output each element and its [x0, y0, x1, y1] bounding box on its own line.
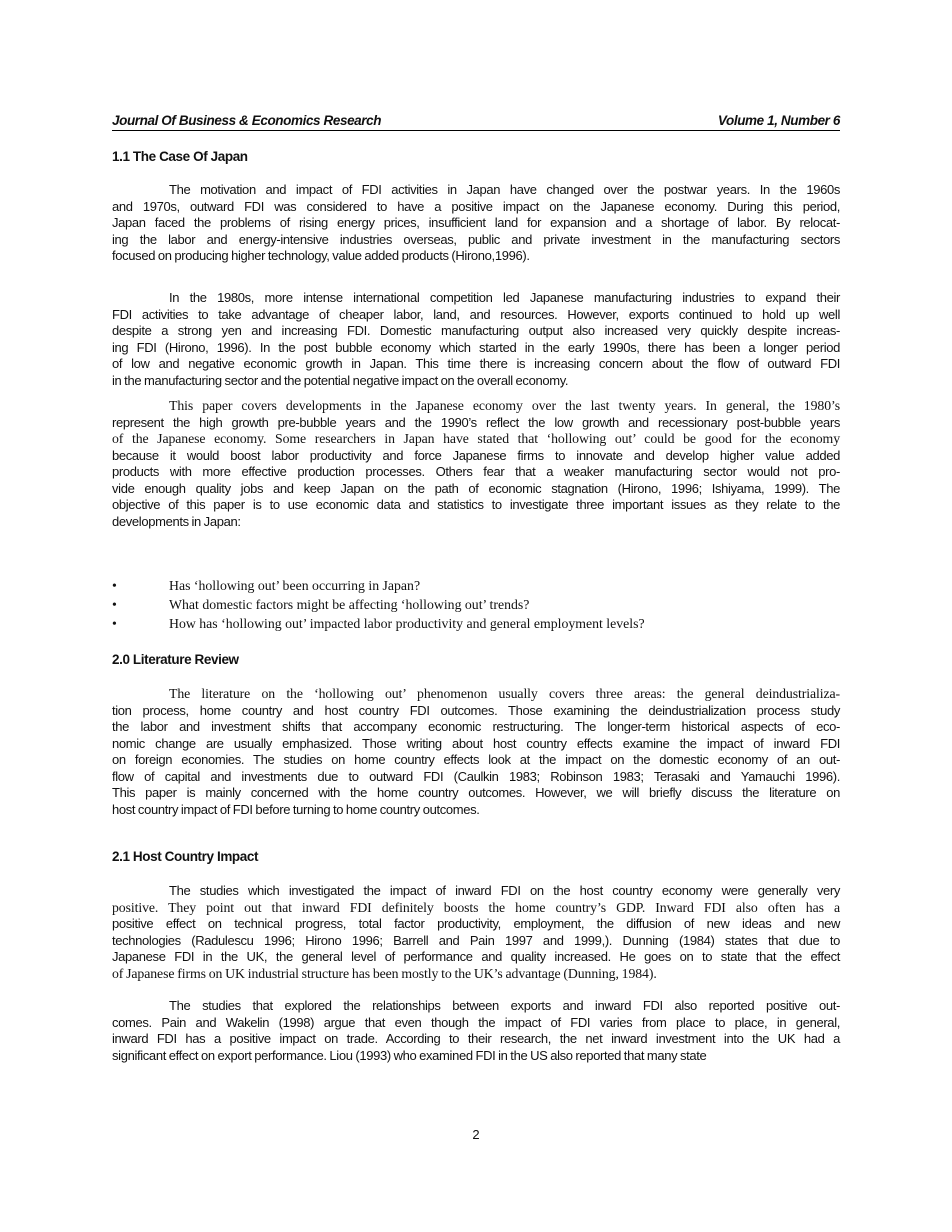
paragraph: [112, 883, 840, 982]
paragraph: [112, 290, 840, 389]
text-line: of the Japanese economy. Some researchers in Japan have stated that ‘hollowing out’ could be good for the economy: [112, 431, 840, 446]
page-number: 2: [472, 1127, 480, 1142]
text-line: represent the high growth pre-bubble years and the 1990’s reflect the low growth and recessionary post-bubble years: [112, 414, 840, 430]
text-line: ing FDI (Hirono, 1996). In the post bubble economy which started in the early 1990s, there has been a longer period: [112, 339, 840, 355]
text-line: positive. They point out that inward FDI definitely boosts the home country’s GDP. Inward FDI also often has a: [112, 899, 840, 915]
text-line: focused on producing higher technology, value added products (Hirono,1996).: [112, 248, 530, 263]
text-line: technologies (Radulescu 1996; Hirono 1996; Barrell and Pain 1997 and 1999,). Dunning (1984) states that due to: [112, 932, 840, 948]
bullet-icon: •: [112, 578, 117, 593]
text-line: and 1970s, outward FDI was considered to have a positive impact on the Japanese economy. During this period,: [112, 198, 840, 214]
text-line: Japanese FDI in the UK, the general level of performance and quality increased. He goes on to state that the effect: [112, 949, 840, 964]
text-line: ing the labor and energy-intensive industries overseas, public and private investment in the manufacturing sectors: [112, 231, 840, 247]
journal-title: Journal Of Business & Economics Research: [112, 113, 382, 128]
text-line: objective of this paper is to use economic data and statistics to investigate three important issues as they relate to the: [112, 497, 840, 512]
text-line: tion process, home country and host country FDI outcomes. Those examining the deindustrialization process study: [112, 702, 840, 718]
text-line: products with more effective production processes. Others fear that a weaker manufacturing sector would not pro-: [112, 464, 840, 479]
text-line: of Japanese firms on UK industrial structure has been mostly to the UK’s advantage (Dunning, 1984).: [112, 965, 657, 981]
text-line: vide enough quality jobs and keep Japan on the path of economic stagnation (Hirono, 1996; Ishiyama, 1999). The: [112, 480, 840, 496]
section-heading-1-1: 1.1 The Case Of Japan: [112, 149, 248, 164]
section-heading-2-1: 2.1 Host Country Impact: [112, 849, 259, 864]
text-line: This paper covers developments in the Japanese economy over the last twenty years. In general, the 1980’s: [169, 398, 840, 413]
text-line: developments in Japan:: [112, 513, 241, 529]
text-line: Japan faced the problems of rising energy prices, insufficient land for expansion and a shortage of labor. By relocat-: [112, 215, 840, 230]
text-line: FDI activities to take advantage of cheaper labor, land, and resources. However, exports continued to hold up well: [112, 306, 840, 322]
text-line: positive effect on technical progress, total factor productivity, employment, the diffusion of new ideas and new: [112, 916, 840, 931]
volume-number: Volume 1, Number 6: [717, 113, 840, 128]
running-header: [112, 113, 840, 131]
text-line: despite a strong yen and increasing FDI. Domestic manufacturing output also increased very quickly despite increas-: [112, 323, 840, 338]
text-line: comes. Pain and Wakelin (1998) argue that even though the impact of FDI varies from place to place, in general,: [112, 1014, 840, 1030]
text-line: The studies which investigated the impact of inward FDI on the host country economy were generally very: [169, 883, 840, 898]
text-line: In the 1980s, more intense international competition led Japanese manufacturing industries to expand their: [169, 290, 840, 305]
paragraph: [112, 398, 840, 530]
text-line: host country impact of FDI before turning to home country outcomes.: [112, 801, 480, 817]
text-line: the labor and investment shifts that accompany economic restructuring. The longer-term historical aspects of eco-: [112, 719, 840, 734]
text-line: The literature on the ‘hollowing out’ phenomenon usually covers three areas: the general deindustrializa-: [169, 686, 840, 701]
text-line: inward FDI has a positive impact on trade. According to their research, the net inward investment into the UK had a: [112, 1031, 840, 1046]
paragraph: [112, 998, 840, 1064]
text-line: of low and negative economic growth in Japan. This time there is increasing concern about the flow of outward FDI: [112, 356, 840, 371]
text-line: significant effect on export performance. Liou (1993) who examined FDI in the US also reported that many state: [112, 1047, 707, 1063]
text-line: on foreign economies. The studies on home country effects look at the impact on the domestic economy of an out-: [112, 752, 840, 767]
text-line: nomic change are usually emphasized. Those writing about host country effects examine the impact of inward FDI: [112, 735, 840, 751]
paragraph: [112, 182, 840, 265]
text-line: in the manufacturing sector and the potential negative impact on the overall economy.: [112, 372, 569, 388]
bullet-icon: •: [112, 616, 117, 631]
paragraph: [112, 686, 840, 818]
text-line: This paper is mainly concerned with the home country outcomes. However, we will briefly discuss the literature on: [112, 785, 840, 800]
text-line: because it would boost labor productivity and force Japanese firms to innovate and develop higher value added: [112, 447, 840, 463]
text-line: The studies that explored the relationships between exports and inward FDI also reported positive out-: [169, 998, 840, 1013]
section-heading-2-0: 2.0 Literature Review: [112, 652, 239, 667]
text-line: flow of capital and investments due to outward FDI (Caulkin 1983; Robinson 1983; Terasaki and Yamauchi 1996).: [112, 768, 840, 784]
bullet-icon: •: [112, 597, 117, 612]
text-line: The motivation and impact of FDI activities in Japan have changed over the postwar years. In the 1960s: [169, 182, 840, 197]
